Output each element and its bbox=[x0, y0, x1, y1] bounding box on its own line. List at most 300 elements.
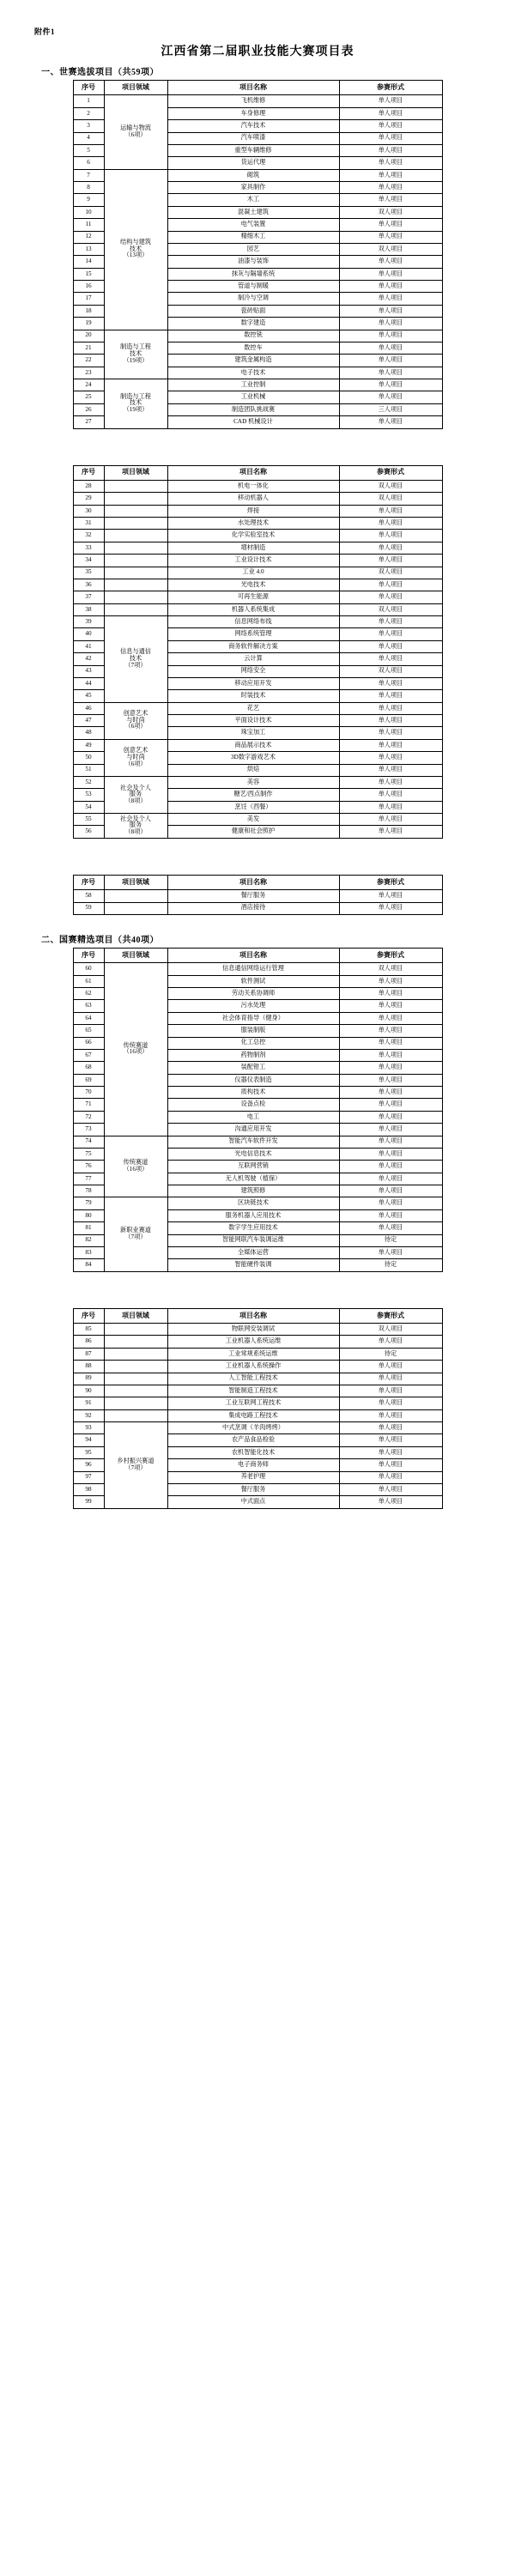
cell-participation-form: 单人项目 bbox=[339, 530, 442, 542]
cell-project-field: 乡村振兴赛道 （7项） bbox=[104, 1422, 167, 1509]
column-header: 序号 bbox=[73, 81, 104, 95]
table-row bbox=[73, 169, 442, 181]
cell-project-name: 汽车喷漆 bbox=[167, 132, 339, 144]
cell-serial-number: 53 bbox=[73, 789, 104, 801]
column-header: 序号 bbox=[73, 1308, 104, 1323]
cell-serial-number: 26 bbox=[73, 403, 104, 415]
cell-project-name: 网络安全 bbox=[167, 665, 339, 677]
cell-project-name: 无人机驾驶（植保） bbox=[167, 1173, 339, 1185]
cell-project-name: 互联网营销 bbox=[167, 1161, 339, 1173]
cell-project-name: 混凝土建筑 bbox=[167, 206, 339, 218]
cell-participation-form: 单人项目 bbox=[339, 1409, 442, 1421]
cell-project-name: 服装制版 bbox=[167, 1025, 339, 1037]
cell-serial-number: 75 bbox=[73, 1148, 104, 1160]
section-title: 一、世赛选拔项目（共59项） bbox=[41, 68, 159, 77]
cell-serial-number: 70 bbox=[73, 1087, 104, 1099]
cell-project-name: 智能制造工程技术 bbox=[167, 1385, 339, 1397]
cell-participation-form: 单人项目 bbox=[339, 1459, 442, 1471]
table-row bbox=[73, 814, 442, 826]
cell-project-name: 美容 bbox=[167, 776, 339, 788]
cell-project-name: 餐厅服务 bbox=[167, 890, 339, 902]
cell-project-name: 社会体育指导（健身） bbox=[167, 1012, 339, 1024]
cell-serial-number: 63 bbox=[73, 1000, 104, 1012]
cell-participation-form: 单人项目 bbox=[339, 591, 442, 603]
cell-serial-number: 22 bbox=[73, 355, 104, 367]
cell-participation-form: 单人项目 bbox=[339, 1246, 442, 1258]
cell-serial-number: 98 bbox=[73, 1483, 104, 1495]
cell-participation-form: 单人项目 bbox=[339, 902, 442, 914]
column-header: 参赛形式 bbox=[339, 81, 442, 95]
cell-project-name: 车身修理 bbox=[167, 107, 339, 119]
column-header: 序号 bbox=[73, 948, 104, 962]
cell-project-name: 酒店接待 bbox=[167, 902, 339, 914]
section-spacer bbox=[34, 839, 481, 875]
cell-serial-number: 28 bbox=[73, 480, 104, 492]
cell-participation-form: 单人项目 bbox=[339, 640, 442, 652]
cell-project-name: 养老护理 bbox=[167, 1471, 339, 1483]
section-spacer bbox=[34, 1272, 481, 1308]
cell-project-field bbox=[104, 1336, 167, 1348]
cell-project-name: 抹灰与隔墙系统 bbox=[167, 268, 339, 280]
cell-serial-number: 79 bbox=[73, 1197, 104, 1209]
cell-project-name: 移动机器人 bbox=[167, 493, 339, 505]
cell-project-name: 商品展示技术 bbox=[167, 739, 339, 751]
cell-project-name: 电子商务师 bbox=[167, 1459, 339, 1471]
cell-participation-form: 单人项目 bbox=[339, 653, 442, 665]
cell-project-name: 平面设计技术 bbox=[167, 715, 339, 727]
cell-participation-form: 单人项目 bbox=[339, 727, 442, 739]
cell-serial-number: 16 bbox=[73, 281, 104, 293]
table-row bbox=[73, 902, 442, 914]
cell-serial-number: 69 bbox=[73, 1074, 104, 1086]
cell-participation-form: 双人项目 bbox=[339, 480, 442, 492]
cell-project-field bbox=[104, 890, 167, 902]
cell-project-field: 传统赛道 （16项） bbox=[104, 1136, 167, 1197]
cell-serial-number: 23 bbox=[73, 367, 104, 379]
cell-project-name: 增材制造 bbox=[167, 542, 339, 554]
cell-project-name: 数字学生应用技术 bbox=[167, 1222, 339, 1234]
cell-project-name: 农机智能化技术 bbox=[167, 1446, 339, 1458]
cell-participation-form: 单人项目 bbox=[339, 776, 442, 788]
column-header: 序号 bbox=[73, 465, 104, 480]
cell-participation-form: 单人项目 bbox=[339, 1161, 442, 1173]
cell-serial-number: 66 bbox=[73, 1037, 104, 1049]
cell-serial-number: 74 bbox=[73, 1136, 104, 1148]
cell-serial-number: 86 bbox=[73, 1336, 104, 1348]
cell-serial-number: 4 bbox=[73, 132, 104, 144]
cell-participation-form: 双人项目 bbox=[339, 963, 442, 975]
project-table bbox=[73, 1308, 443, 1509]
tables-container bbox=[34, 64, 481, 1521]
cell-participation-form: 单人项目 bbox=[339, 318, 442, 330]
cell-serial-number: 71 bbox=[73, 1099, 104, 1111]
cell-participation-form: 双人项目 bbox=[339, 567, 442, 579]
cell-participation-form: 单人项目 bbox=[339, 256, 442, 268]
cell-participation-form: 单人项目 bbox=[339, 169, 442, 181]
cell-serial-number: 58 bbox=[73, 890, 104, 902]
cell-serial-number: 55 bbox=[73, 814, 104, 826]
cell-participation-form: 双人项目 bbox=[339, 493, 442, 505]
table-row bbox=[73, 579, 442, 591]
column-header: 项目领域 bbox=[104, 948, 167, 962]
cell-participation-form: 单人项目 bbox=[339, 677, 442, 689]
cell-project-name: 信息网络布线 bbox=[167, 616, 339, 628]
cell-serial-number: 32 bbox=[73, 530, 104, 542]
cell-serial-number: 95 bbox=[73, 1446, 104, 1458]
table-row bbox=[73, 518, 442, 530]
cell-serial-number: 24 bbox=[73, 379, 104, 391]
cell-serial-number: 84 bbox=[73, 1259, 104, 1271]
cell-participation-form: 单人项目 bbox=[339, 182, 442, 194]
cell-project-field: 传统赛道 （16项） bbox=[104, 963, 167, 1136]
cell-serial-number: 25 bbox=[73, 391, 104, 403]
cell-project-field bbox=[104, 1409, 167, 1421]
cell-serial-number: 88 bbox=[73, 1361, 104, 1373]
cell-project-name: 光电技术 bbox=[167, 579, 339, 591]
cell-project-field bbox=[104, 518, 167, 530]
cell-participation-form: 单人项目 bbox=[339, 95, 442, 107]
table-row bbox=[73, 1422, 442, 1434]
cell-participation-form: 单人项目 bbox=[339, 715, 442, 727]
cell-project-name: 农产品食品检验 bbox=[167, 1434, 339, 1446]
cell-serial-number: 41 bbox=[73, 640, 104, 652]
cell-participation-form: 单人项目 bbox=[339, 1173, 442, 1185]
project-table bbox=[73, 465, 443, 839]
cell-participation-form: 单人项目 bbox=[339, 330, 442, 342]
cell-serial-number: 90 bbox=[73, 1385, 104, 1397]
cell-project-field bbox=[104, 493, 167, 505]
section-spacer bbox=[34, 915, 481, 927]
cell-participation-form: 单人项目 bbox=[339, 1483, 442, 1495]
cell-project-field bbox=[104, 1373, 167, 1385]
cell-participation-form: 单人项目 bbox=[339, 1422, 442, 1434]
cell-project-name: 人工智能工程技术 bbox=[167, 1373, 339, 1385]
cell-project-name: 瓷砖贴面 bbox=[167, 305, 339, 317]
cell-participation-form: 单人项目 bbox=[339, 219, 442, 231]
cell-participation-form: 单人项目 bbox=[339, 1111, 442, 1123]
table-row bbox=[73, 1336, 442, 1348]
cell-project-name: 建筑金属构造 bbox=[167, 355, 339, 367]
cell-serial-number: 7 bbox=[73, 169, 104, 181]
cell-project-field bbox=[104, 555, 167, 567]
cell-project-field: 制造与工程 技术 （19项） bbox=[104, 330, 167, 379]
cell-participation-form: 单人项目 bbox=[339, 379, 442, 391]
cell-serial-number: 91 bbox=[73, 1397, 104, 1409]
cell-serial-number: 87 bbox=[73, 1348, 104, 1360]
cell-project-name: 工业机器人系统运维 bbox=[167, 1336, 339, 1348]
cell-project-name: 化工总控 bbox=[167, 1037, 339, 1049]
cell-project-name: 工业 4.0 bbox=[167, 567, 339, 579]
cell-project-field: 创意艺术 与时尚 （6项） bbox=[104, 739, 167, 776]
cell-participation-form: 单人项目 bbox=[339, 988, 442, 1000]
cell-project-name: 餐厅服务 bbox=[167, 1483, 339, 1495]
section-spacer bbox=[34, 1509, 481, 1521]
cell-serial-number: 8 bbox=[73, 182, 104, 194]
cell-project-field: 信息与通信 技术 （7项） bbox=[104, 616, 167, 703]
cell-project-field bbox=[104, 603, 167, 615]
cell-participation-form: 单人项目 bbox=[339, 1197, 442, 1209]
cell-project-field bbox=[104, 1348, 167, 1360]
cell-participation-form: 单人项目 bbox=[339, 120, 442, 132]
cell-project-field bbox=[104, 1397, 167, 1409]
cell-serial-number: 78 bbox=[73, 1185, 104, 1197]
cell-serial-number: 36 bbox=[73, 579, 104, 591]
cell-serial-number: 83 bbox=[73, 1246, 104, 1258]
cell-serial-number: 3 bbox=[73, 120, 104, 132]
cell-participation-form: 单人项目 bbox=[339, 1012, 442, 1024]
cell-participation-form: 单人项目 bbox=[339, 1222, 442, 1234]
cell-serial-number: 61 bbox=[73, 975, 104, 987]
table-row bbox=[73, 95, 442, 107]
table-row bbox=[73, 1409, 442, 1421]
project-table bbox=[73, 80, 443, 429]
cell-serial-number: 13 bbox=[73, 243, 104, 255]
cell-serial-number: 29 bbox=[73, 493, 104, 505]
cell-participation-form: 单人项目 bbox=[339, 1471, 442, 1483]
cell-project-name: 工业常规系统运维 bbox=[167, 1348, 339, 1360]
column-header: 项目名称 bbox=[167, 81, 339, 95]
cell-project-name: 智能网联汽车装调运维 bbox=[167, 1234, 339, 1246]
column-header: 项目名称 bbox=[167, 1308, 339, 1323]
table-row bbox=[73, 493, 442, 505]
column-header: 项目领域 bbox=[104, 81, 167, 95]
table-row bbox=[73, 616, 442, 628]
cell-participation-form: 单人项目 bbox=[339, 1074, 442, 1086]
table-row bbox=[73, 505, 442, 517]
cell-project-name: 中式面点 bbox=[167, 1496, 339, 1508]
cell-project-name: 信息通信网络运行管理 bbox=[167, 963, 339, 975]
cell-serial-number: 10 bbox=[73, 206, 104, 218]
cell-project-name: 时装技术 bbox=[167, 690, 339, 702]
cell-participation-form: 单人项目 bbox=[339, 1361, 442, 1373]
cell-serial-number: 89 bbox=[73, 1373, 104, 1385]
cell-participation-form: 单人项目 bbox=[339, 194, 442, 206]
cell-serial-number: 73 bbox=[73, 1124, 104, 1136]
table-row bbox=[73, 603, 442, 615]
table-row bbox=[73, 702, 442, 714]
cell-serial-number: 15 bbox=[73, 268, 104, 280]
cell-serial-number: 42 bbox=[73, 653, 104, 665]
cell-participation-form: 单人项目 bbox=[339, 890, 442, 902]
cell-participation-form: 单人项目 bbox=[339, 1434, 442, 1446]
cell-participation-form: 单人项目 bbox=[339, 542, 442, 554]
cell-participation-form: 单人项目 bbox=[339, 305, 442, 317]
cell-project-name: 3D数字游戏艺术 bbox=[167, 752, 339, 764]
cell-serial-number: 51 bbox=[73, 764, 104, 776]
column-header: 项目名称 bbox=[167, 465, 339, 480]
table-row bbox=[73, 1324, 442, 1336]
cell-project-name: 重型车辆维修 bbox=[167, 144, 339, 156]
cell-participation-form: 单人项目 bbox=[339, 789, 442, 801]
cell-participation-form: 单人项目 bbox=[339, 1185, 442, 1197]
cell-participation-form: 单人项目 bbox=[339, 342, 442, 354]
cell-serial-number: 59 bbox=[73, 902, 104, 914]
table-row bbox=[73, 739, 442, 751]
cell-participation-form: 单人项目 bbox=[339, 690, 442, 702]
table-header-row bbox=[73, 465, 442, 480]
cell-project-name: 机器人系统集成 bbox=[167, 603, 339, 615]
column-header: 参赛形式 bbox=[339, 465, 442, 480]
cell-participation-form: 单人项目 bbox=[339, 1373, 442, 1385]
project-table bbox=[73, 875, 443, 915]
cell-participation-form: 单人项目 bbox=[339, 1049, 442, 1061]
cell-serial-number: 64 bbox=[73, 1012, 104, 1024]
cell-serial-number: 37 bbox=[73, 591, 104, 603]
table-row bbox=[73, 567, 442, 579]
cell-project-name: 管道与制暖 bbox=[167, 281, 339, 293]
cell-participation-form: 单人项目 bbox=[339, 1037, 442, 1049]
cell-project-name: 云计算 bbox=[167, 653, 339, 665]
table-row bbox=[73, 1136, 442, 1148]
cell-project-name: 木工 bbox=[167, 194, 339, 206]
cell-project-name: 沟通应用开发 bbox=[167, 1124, 339, 1136]
cell-serial-number: 97 bbox=[73, 1471, 104, 1483]
cell-participation-form: 单人项目 bbox=[339, 702, 442, 714]
cell-participation-form: 单人项目 bbox=[339, 367, 442, 379]
cell-participation-form: 单人项目 bbox=[339, 132, 442, 144]
table-row bbox=[73, 330, 442, 342]
cell-project-name: 水处理技术 bbox=[167, 518, 339, 530]
cell-participation-form: 待定 bbox=[339, 1234, 442, 1246]
cell-project-name: 飞机维修 bbox=[167, 95, 339, 107]
cell-project-name: 区块链技术 bbox=[167, 1197, 339, 1209]
cell-project-name: 建筑照修 bbox=[167, 1185, 339, 1197]
cell-serial-number: 5 bbox=[73, 144, 104, 156]
cell-serial-number: 14 bbox=[73, 256, 104, 268]
column-header: 参赛形式 bbox=[339, 1308, 442, 1323]
cell-participation-form: 单人项目 bbox=[339, 826, 442, 838]
table-row bbox=[73, 591, 442, 603]
cell-participation-form: 单人项目 bbox=[339, 764, 442, 776]
cell-participation-form: 单人项目 bbox=[339, 555, 442, 567]
cell-project-name: 货运代理 bbox=[167, 157, 339, 169]
cell-participation-form: 单人项目 bbox=[339, 1124, 442, 1136]
cell-project-name: 仪器仪表制造 bbox=[167, 1074, 339, 1086]
cell-project-field bbox=[104, 1324, 167, 1336]
cell-serial-number: 56 bbox=[73, 826, 104, 838]
cell-project-name: 可再生能源 bbox=[167, 591, 339, 603]
cell-serial-number: 6 bbox=[73, 157, 104, 169]
cell-serial-number: 47 bbox=[73, 715, 104, 727]
cell-serial-number: 48 bbox=[73, 727, 104, 739]
cell-project-name: 美发 bbox=[167, 814, 339, 826]
cell-serial-number: 68 bbox=[73, 1062, 104, 1074]
column-header: 参赛形式 bbox=[339, 948, 442, 962]
column-header: 项目名称 bbox=[167, 875, 339, 889]
cell-project-field: 社会及个人 服务 （8项） bbox=[104, 814, 167, 839]
cell-project-name: 糖艺/西点制作 bbox=[167, 789, 339, 801]
cell-serial-number: 34 bbox=[73, 555, 104, 567]
cell-serial-number: 80 bbox=[73, 1209, 104, 1221]
cell-serial-number: 45 bbox=[73, 690, 104, 702]
cell-participation-form: 单人项目 bbox=[339, 1087, 442, 1099]
cell-project-name: 汽车技术 bbox=[167, 120, 339, 132]
cell-project-name: 电工 bbox=[167, 1111, 339, 1123]
cell-project-name: 软件测试 bbox=[167, 975, 339, 987]
table-row bbox=[73, 480, 442, 492]
cell-participation-form: 单人项目 bbox=[339, 231, 442, 243]
cell-project-name: 工业机器人系统操作 bbox=[167, 1361, 339, 1373]
cell-project-name: 烹饪（西餐） bbox=[167, 801, 339, 813]
table-row bbox=[73, 379, 442, 391]
cell-project-name: 光电信息技术 bbox=[167, 1148, 339, 1160]
cell-participation-form: 单人项目 bbox=[339, 1148, 442, 1160]
cell-participation-form: 双人项目 bbox=[339, 603, 442, 615]
cell-serial-number: 54 bbox=[73, 801, 104, 813]
cell-serial-number: 38 bbox=[73, 603, 104, 615]
cell-project-field bbox=[104, 591, 167, 603]
cell-serial-number: 60 bbox=[73, 963, 104, 975]
cell-project-name: 工业机械 bbox=[167, 391, 339, 403]
cell-participation-form: 单人项目 bbox=[339, 579, 442, 591]
cell-serial-number: 82 bbox=[73, 1234, 104, 1246]
cell-project-name: 花艺 bbox=[167, 702, 339, 714]
cell-participation-form: 单人项目 bbox=[339, 416, 442, 428]
cell-serial-number: 99 bbox=[73, 1496, 104, 1508]
cell-participation-form: 单人项目 bbox=[339, 801, 442, 813]
cell-serial-number: 43 bbox=[73, 665, 104, 677]
cell-project-name: 健康和社会照护 bbox=[167, 826, 339, 838]
cell-project-name: 精细木工 bbox=[167, 231, 339, 243]
cell-project-name: 制造团队挑战赛 bbox=[167, 403, 339, 415]
cell-serial-number: 12 bbox=[73, 231, 104, 243]
cell-serial-number: 76 bbox=[73, 1161, 104, 1173]
cell-project-name: 装配钳工 bbox=[167, 1062, 339, 1074]
cell-project-name: 化学实验室技术 bbox=[167, 530, 339, 542]
cell-serial-number: 81 bbox=[73, 1222, 104, 1234]
column-header: 项目领域 bbox=[104, 875, 167, 889]
table-row bbox=[73, 542, 442, 554]
cell-project-name: 设备点检 bbox=[167, 1099, 339, 1111]
cell-serial-number: 40 bbox=[73, 628, 104, 640]
cell-participation-form: 单人项目 bbox=[339, 107, 442, 119]
cell-participation-form: 单人项目 bbox=[339, 739, 442, 751]
cell-serial-number: 94 bbox=[73, 1434, 104, 1446]
cell-project-field bbox=[104, 579, 167, 591]
table-header-row bbox=[73, 875, 442, 889]
cell-participation-form: 单人项目 bbox=[339, 628, 442, 640]
cell-project-name: 数控铣 bbox=[167, 330, 339, 342]
table-row bbox=[73, 530, 442, 542]
cell-participation-form: 双人项目 bbox=[339, 243, 442, 255]
cell-participation-form: 单人项目 bbox=[339, 814, 442, 826]
cell-serial-number: 21 bbox=[73, 342, 104, 354]
cell-project-field: 制造与工程 技术 （19项） bbox=[104, 379, 167, 429]
cell-project-field: 结构与建筑 技术 （13项） bbox=[104, 169, 167, 330]
cell-participation-form: 单人项目 bbox=[339, 1025, 442, 1037]
cell-serial-number: 27 bbox=[73, 416, 104, 428]
cell-serial-number: 67 bbox=[73, 1049, 104, 1061]
cell-project-name: 烘焙 bbox=[167, 764, 339, 776]
cell-project-name: 机电一体化 bbox=[167, 480, 339, 492]
cell-project-field bbox=[104, 902, 167, 914]
cell-serial-number: 96 bbox=[73, 1459, 104, 1471]
cell-serial-number: 72 bbox=[73, 1111, 104, 1123]
table-header-row bbox=[73, 81, 442, 95]
column-header: 项目名称 bbox=[167, 948, 339, 962]
cell-project-name: 网络系统管理 bbox=[167, 628, 339, 640]
table-row bbox=[73, 1361, 442, 1373]
table-row bbox=[73, 963, 442, 975]
cell-project-name: 电气装置 bbox=[167, 219, 339, 231]
table-row bbox=[73, 1385, 442, 1397]
cell-participation-form: 单人项目 bbox=[339, 1385, 442, 1397]
cell-serial-number: 1 bbox=[73, 95, 104, 107]
column-header: 参赛形式 bbox=[339, 875, 442, 889]
cell-project-name: 智能汽车软件开发 bbox=[167, 1136, 339, 1148]
cell-project-name: 工业互联网工程技术 bbox=[167, 1397, 339, 1409]
cell-participation-form: 双人项目 bbox=[339, 665, 442, 677]
